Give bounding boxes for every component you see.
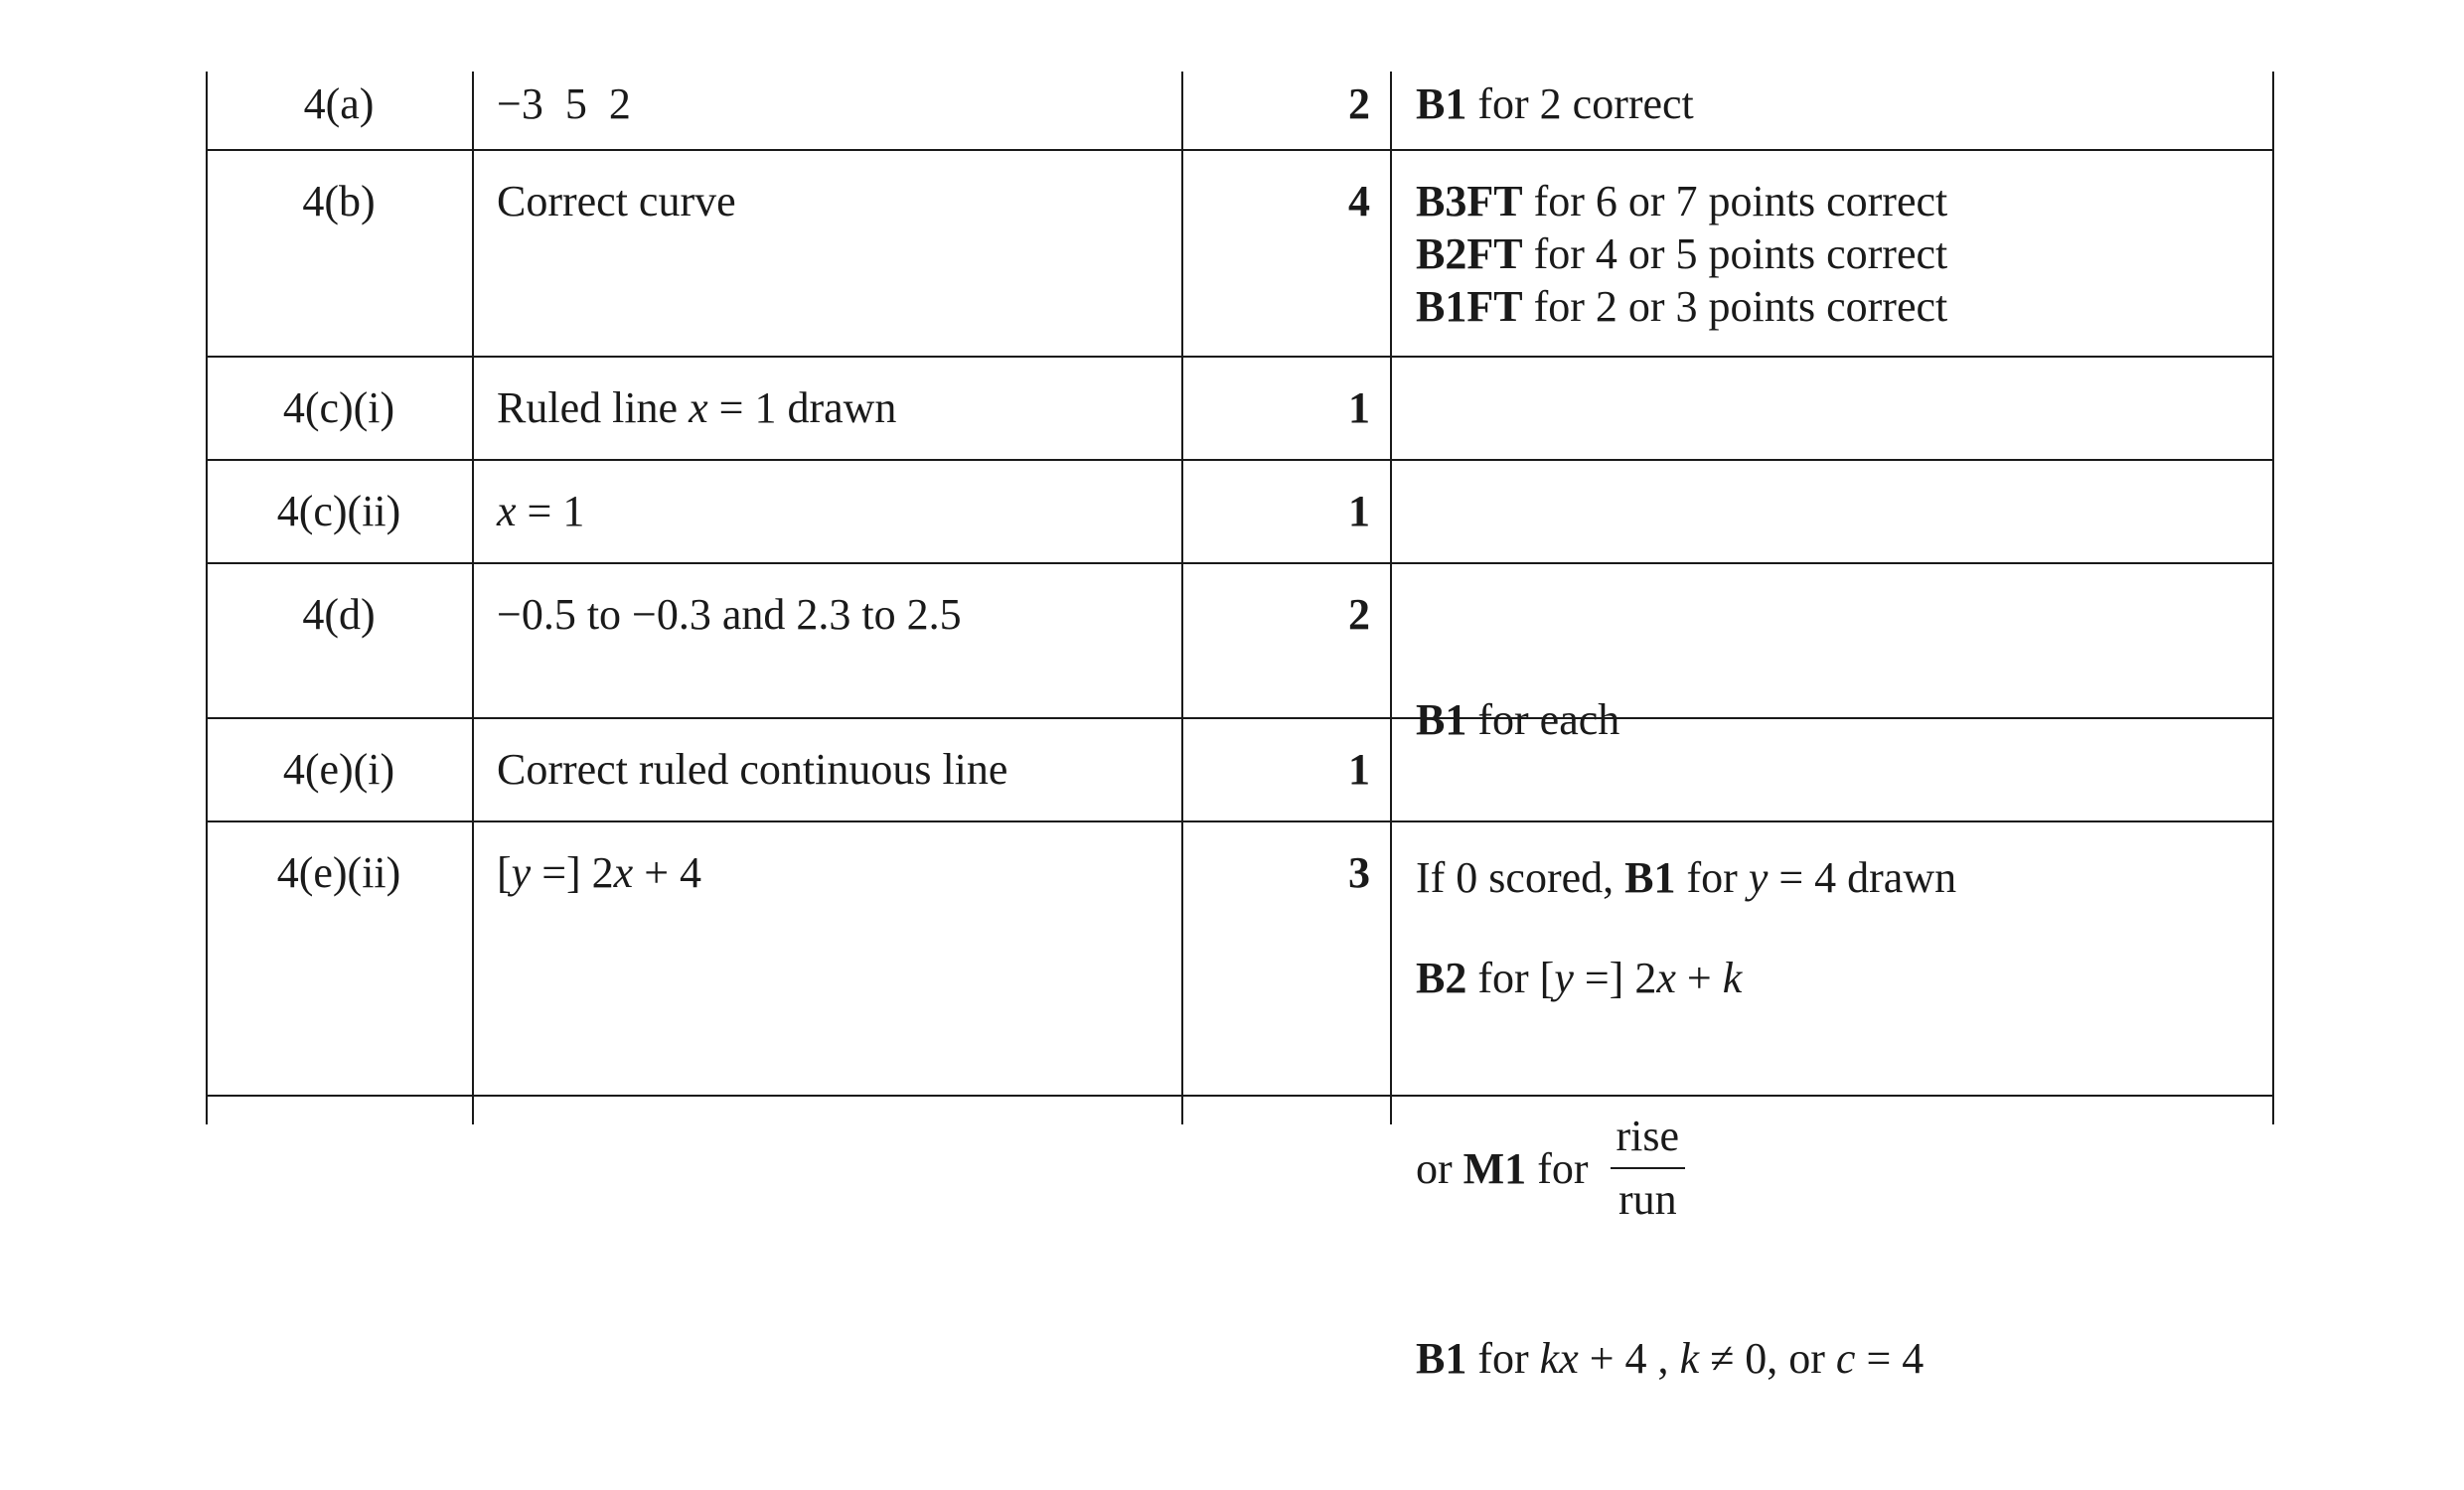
guidance: B1 for 2 correct	[1416, 79, 1694, 128]
mark-scheme-table	[206, 72, 2274, 1383]
question-number: 4(c)(i)	[282, 383, 395, 432]
answer: Correct curve	[497, 177, 736, 225]
marks: 3	[1348, 848, 1370, 897]
question-number: 4(e)(ii)	[276, 848, 401, 897]
fraction-denominator: run	[1617, 1175, 1677, 1224]
table-row-4eii	[206, 822, 2274, 1383]
marks: 4	[1348, 177, 1370, 225]
table-row-4a	[206, 72, 2274, 151]
table-row-4b	[206, 151, 2274, 358]
question-number: 4(c)(ii)	[276, 487, 401, 535]
guidance: B2 for [y =] 2x + k or M1 for $\frac{\text{rise}}{\text{run}}$ B1 for kx + 4 , k ≠ 0, or c = 4	[1392, 822, 2274, 1095]
table-row-4ei	[206, 719, 2274, 822]
answer: −3 5 2	[497, 79, 631, 128]
question-number: 4(d)	[302, 590, 376, 639]
question-number: 4(a)	[303, 79, 375, 128]
answer: [y =] 2x + 4	[497, 848, 702, 897]
guidance	[1392, 719, 2274, 820]
answer: x = 1	[497, 487, 585, 535]
question-number: 4(b)	[302, 177, 376, 225]
answer: Correct ruled continuous line	[497, 745, 1008, 794]
marks: 1	[1348, 383, 1370, 432]
guidance: B3FT for 6 or 7 points correct B2FT for 4 or 5 points correct B1FT for 2 or 3 points correct	[1416, 177, 1948, 331]
table-row-4cii	[206, 461, 2274, 564]
guidance: B1 for each If 0 scored, B1 for y = 4 drawn	[1416, 695, 1957, 902]
table-row-4ci	[206, 358, 2274, 461]
guidance	[1392, 461, 2274, 562]
fraction-line: or M1 for $\frac{\text{rise}}{\text{run}}$	[1416, 1110, 2274, 1227]
answer: Ruled line x = 1 drawn	[497, 383, 897, 432]
marks: 1	[1348, 487, 1370, 535]
answer: −0.5 to −0.3 and 2.3 to 2.5	[497, 590, 962, 639]
marks: 1	[1348, 745, 1370, 794]
table-continuation	[206, 1097, 2274, 1124]
marks: 2	[1348, 590, 1370, 639]
rise-over-run-fraction	[1611, 1110, 1686, 1227]
marks: 2	[1348, 79, 1370, 128]
question-number: 4(e)(i)	[282, 745, 395, 794]
fraction-numerator: rise	[1611, 1110, 1686, 1169]
guidance	[1392, 358, 2274, 459]
